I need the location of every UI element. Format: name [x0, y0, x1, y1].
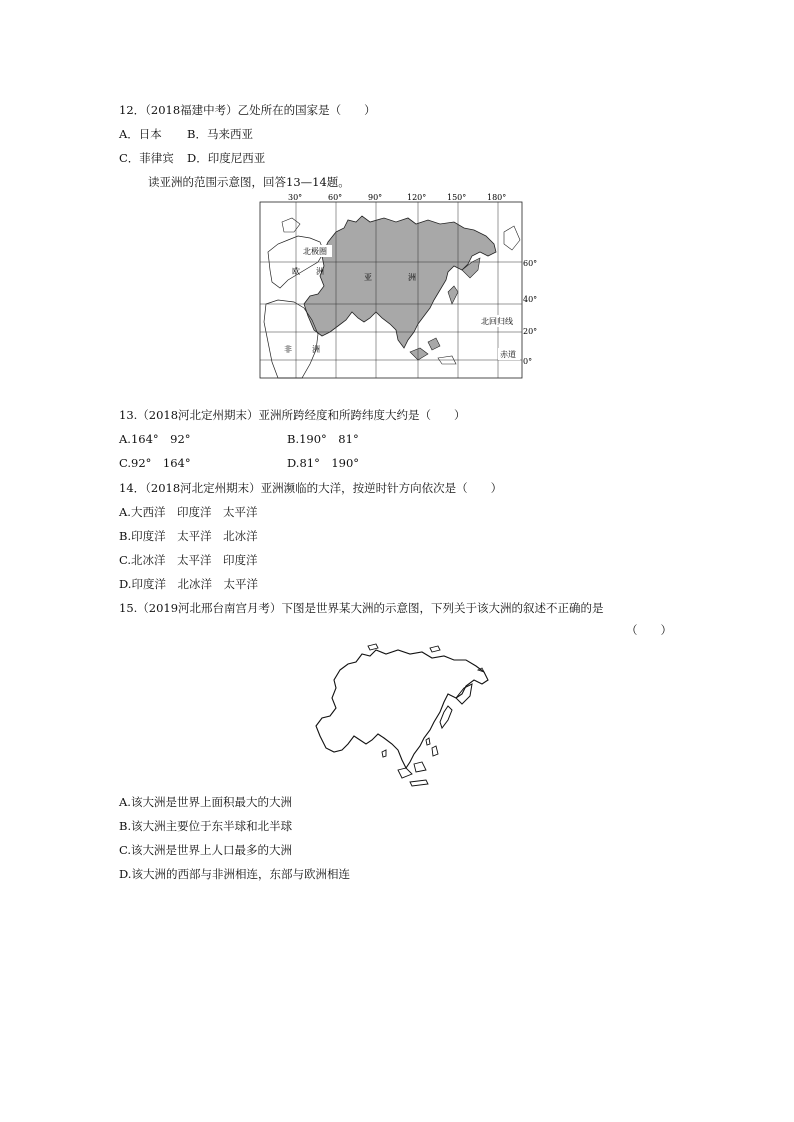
q13-option-d: D.81° 190°	[287, 456, 360, 470]
lon-label: 150°	[447, 193, 467, 202]
lon-label: 30°	[288, 193, 303, 202]
q15-answer-blank: （ ）	[626, 623, 672, 637]
q12-option-b: B．马来西亚	[187, 127, 253, 141]
q14-stem: 14．（2018河北定州期末）亚洲濒临的大洋，按逆时针方向依次是（ ）	[119, 481, 503, 495]
lon-label: 180°	[487, 193, 507, 202]
asia-landmass	[304, 216, 496, 348]
asia-label: 洲	[408, 273, 416, 282]
q13-option-a: A.164° 92°	[119, 432, 191, 446]
q15-option-b: B.该大洲主要位于东半球和北半球	[119, 819, 293, 833]
lat-label: 20°	[523, 327, 538, 336]
lon-label: 90°	[368, 193, 383, 202]
q14-option-d: D.印度洋 北冰洋 太平洋	[119, 577, 258, 591]
lon-label: 60°	[328, 193, 343, 202]
q12-stem: 12．（2018福建中考）乙处所在的国家是（ ）	[119, 103, 376, 117]
q13-option-b: B.190° 81°	[287, 432, 359, 446]
asia-extent-map	[258, 192, 538, 380]
lat-label: 0°	[523, 357, 533, 366]
asia-outline-map	[298, 640, 498, 790]
tropic-of-cancer-label: 北回归线	[481, 317, 513, 326]
q15-option-c: C.该大洲是世界上人口最多的大洲	[119, 843, 293, 857]
q13-option-c: C.92° 164°	[119, 456, 191, 470]
q12-option-d: D．印度尼西亚	[187, 151, 266, 165]
q14-option-a: A.大西洋 印度洋 太平洋	[119, 505, 258, 519]
europe-label: 欧	[292, 267, 300, 276]
lat-label: 40°	[523, 295, 538, 304]
asia-outline	[316, 650, 488, 768]
europe-label: 洲	[316, 267, 324, 276]
arctic-circle-label: 北极圈	[303, 247, 327, 256]
q15-option-d: D.该大洲的西部与非洲相连，东部与欧洲相连	[119, 867, 350, 881]
q15-stem: 15.（2019河北邢台南宫月考）下图是世界某大洲的示意图，下列关于该大洲的叙述不正确的是	[119, 601, 604, 615]
asia-label: 亚	[364, 273, 372, 282]
q13-stem: 13.（2018河北定州期末）亚洲所跨经度和所跨纬度大约是（ ）	[119, 408, 466, 422]
intro-text: 读亚洲的范围示意图，回答13—14题。	[148, 175, 350, 189]
equator-label: 赤道	[500, 350, 516, 359]
q14-option-b: B.印度洋 太平洋 北冰洋	[119, 529, 258, 543]
q12-option-a: A．日本	[119, 127, 162, 141]
africa-label: 非	[284, 345, 292, 354]
q14-option-c: C.北冰洋 太平洋 印度洋	[119, 553, 258, 567]
lat-label: 60°	[523, 259, 538, 268]
q15-option-a: A.该大洲是世界上面积最大的大洲	[119, 795, 292, 809]
lon-label: 120°	[407, 193, 427, 202]
q12-option-c: C．菲律宾	[119, 151, 174, 165]
africa-label: 洲	[312, 345, 320, 354]
